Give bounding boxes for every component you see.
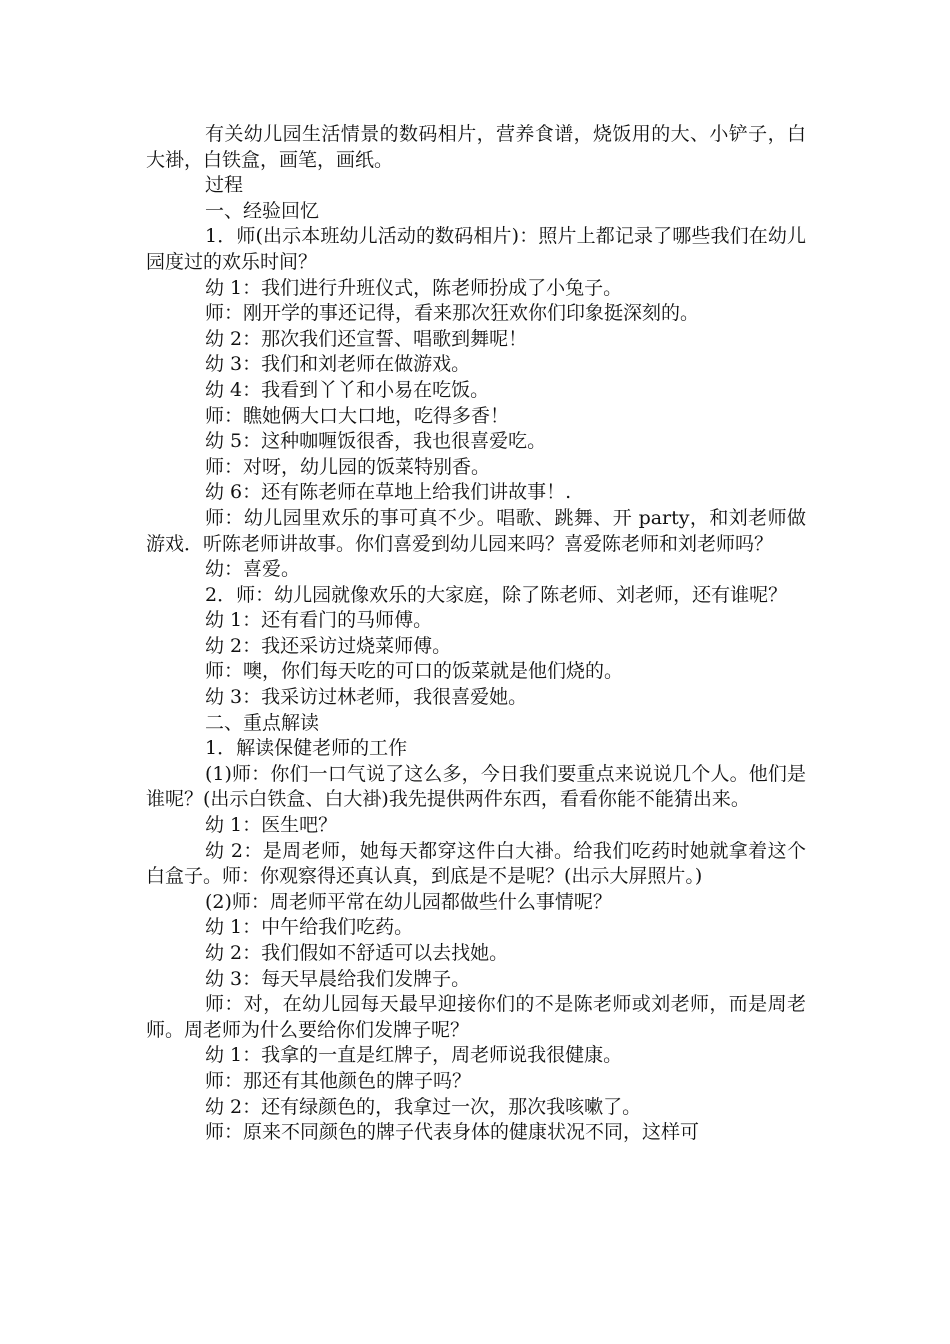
paragraph: 师：刚开学的事还记得，看来那次狂欢你们印象挺深刻的。 bbox=[205, 302, 700, 325]
paragraph-materials: 有关幼儿园生活情景的数码相片，营养食谱，烧饭用的大、小铲子，白大褂，白铁盒，画笔，画纸。 bbox=[146, 123, 806, 171]
heading-section-1: 一、经验回忆 bbox=[205, 199, 320, 222]
paragraph: 幼 1：还有看门的马师傅。 bbox=[205, 609, 433, 632]
heading-section-2: 二、重点解读 bbox=[205, 711, 320, 734]
paragraph: 幼 2：那次我们还宣誓、唱歌到舞呢！ bbox=[205, 327, 528, 350]
paragraph: 幼 3：我们和刘老师在做游戏。 bbox=[205, 353, 471, 376]
paragraph: 师：噢，你们每天吃的可口的饭菜就是他们烧的。 bbox=[205, 660, 624, 683]
paragraph: 2．师：幼儿园就像欢乐的大家庭，除了陈老师、刘老师，还有谁呢？ bbox=[205, 583, 788, 606]
paragraph: 幼 3：每天早晨给我们发牌子。 bbox=[205, 967, 471, 990]
paragraph: 师：瞧她俩大口大口地，吃得多香！ bbox=[205, 404, 510, 427]
paragraph: 师：那还有其他颜色的牌子吗？ bbox=[205, 1069, 472, 1092]
paragraph: 幼 6：还有陈老师在草地上给我们讲故事！. bbox=[205, 481, 572, 504]
paragraph: 幼 3：我采访过林老师，我很喜爱她。 bbox=[205, 686, 528, 709]
paragraph: 幼 2：是周老师，她每天都穿这件白大褂。给我们吃药时她就拿着这个白盒子。师：你观察得还真认真，到底是不是呢？(出示大屏照片。) bbox=[146, 839, 806, 888]
paragraph: 幼 2：我还采访过烧菜师傅。 bbox=[205, 634, 452, 657]
paragraph: (1)师：你们一口气说了这么多，今日我们要重点来说说几个人。他们是谁呢？(出示白铁盒、白大褂)我先提供两件东西，看看你能不能猜出来。 bbox=[146, 762, 806, 811]
paragraph: 幼 5：这种咖喱饭很香，我也很喜爱吃。 bbox=[205, 430, 547, 453]
paragraph: 师：对呀，幼儿园的饭菜特别香。 bbox=[205, 455, 491, 478]
heading-process: 过程 bbox=[205, 174, 244, 197]
paragraph: 师：幼儿园里欢乐的事可真不少。唱歌、跳舞、开 party，和刘老师做游戏．听陈老师讲故事。你们喜爱到幼儿园来吗？喜爱陈老师和刘老师吗？ bbox=[146, 506, 806, 555]
subheading: 1．解读保健老师的工作 bbox=[205, 737, 408, 760]
paragraph: 幼 1：医生吧？ bbox=[205, 814, 338, 837]
paragraph: 幼 4：我看到丫丫和小易在吃饭。 bbox=[205, 378, 490, 401]
paragraph-truncated: 师：原来不同颜色的牌子代表身体的健康状况不同，这样可 bbox=[205, 1121, 700, 1144]
paragraph: (2)师：周老师平常在幼儿园都做些什么事情呢？ bbox=[205, 890, 612, 913]
paragraph: 幼 2：还有绿颜色的，我拿过一次，那次我咳嗽了。 bbox=[205, 1095, 642, 1118]
paragraph: 1．师(出示本班幼儿活动的数码相片)：照片上都记录了哪些我们在幼儿园度过的欢乐时间？ bbox=[146, 225, 806, 273]
paragraph: 幼 1：我们进行升班仪式，陈老师扮成了小兔子。 bbox=[205, 276, 623, 299]
paragraph: 幼 2：我们假如不舒适可以去找她。 bbox=[205, 942, 509, 964]
paragraph: 师：对，在幼儿园每天最早迎接你们的不是陈老师或刘老师，而是周老师。周老师为什么要给你们发牌子呢？ bbox=[146, 993, 806, 1041]
paragraph: 幼 1：我拿的一直是红牌子，周老师说我很健康。 bbox=[205, 1044, 623, 1067]
document-page bbox=[146, 122, 806, 1146]
paragraph: 幼 1：中午给我们吃药。 bbox=[205, 916, 414, 939]
paragraph: 幼：喜爱。 bbox=[205, 558, 301, 581]
